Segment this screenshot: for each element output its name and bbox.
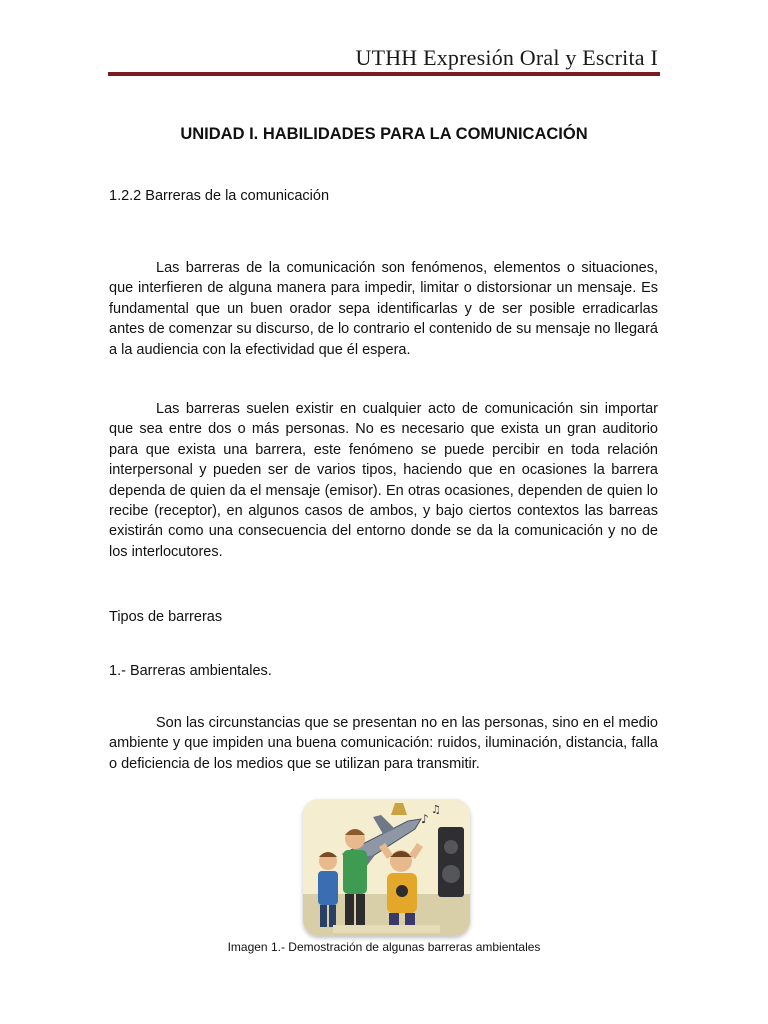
running-header-title: UTHH Expresión Oral y Escrita I xyxy=(355,45,658,70)
ambient-barriers-illustration xyxy=(303,799,470,936)
unit-title: UNIDAD I. HABILIDADES PARA LA COMUNICACIÓN xyxy=(180,125,588,143)
header-rule xyxy=(108,72,660,76)
svg-text:♫: ♫ xyxy=(431,803,441,816)
paragraph-1: Las barreras de la comunicación son fenómenos, elementos o situaciones, que interfieren de alguna manera para impedir, limitar o distorsionar un mensaje. Es fundamental que un buen orador sepa identificarlas y de ser posible erradicarlas antes de comenzar su discurso, de lo contrario el contenido de su mensaje no llegará a la audiencia con la efectividad que él espera. xyxy=(109,260,658,358)
ambient-paragraph: Son las circunstancias que se presentan no en las personas, sino en el medio ambiente y que impiden una buena comunicación: ruidos, iluminación, distancia, falla o deficiencia de los medios que se utilizan para transmitir. xyxy=(109,715,658,772)
ambient-barriers-heading: 1.- Barreras ambientales. xyxy=(109,663,272,679)
section-heading: 1.2.2 Barreras de la comunicación xyxy=(109,188,330,204)
figure-caption: Imagen 1.- Demostración de algunas barreras ambientales xyxy=(227,940,541,954)
paragraph-2: Las barreras suelen existir en cualquier acto de comunicación sin importar que sea entre dos o más personas. No es necesario que exista un gran auditorio para que exista una barrera, este fenómeno se puede percibir en toda relación interpersonal y pueden ser de varios tipos, haciendo que en ocasiones la barrera dependa de quien da el mensaje (emisor). En otras ocasiones, dependen de quien lo recibe (receptor), en algunos casos de ambos, y bajo ciertos contextos las barreas existirán como una consecuencia del entorno donde se da la comunicación y no de los interlocutores. xyxy=(109,401,658,560)
types-heading: Tipos de barreras xyxy=(109,609,223,625)
svg-text:♪: ♪ xyxy=(421,812,429,826)
